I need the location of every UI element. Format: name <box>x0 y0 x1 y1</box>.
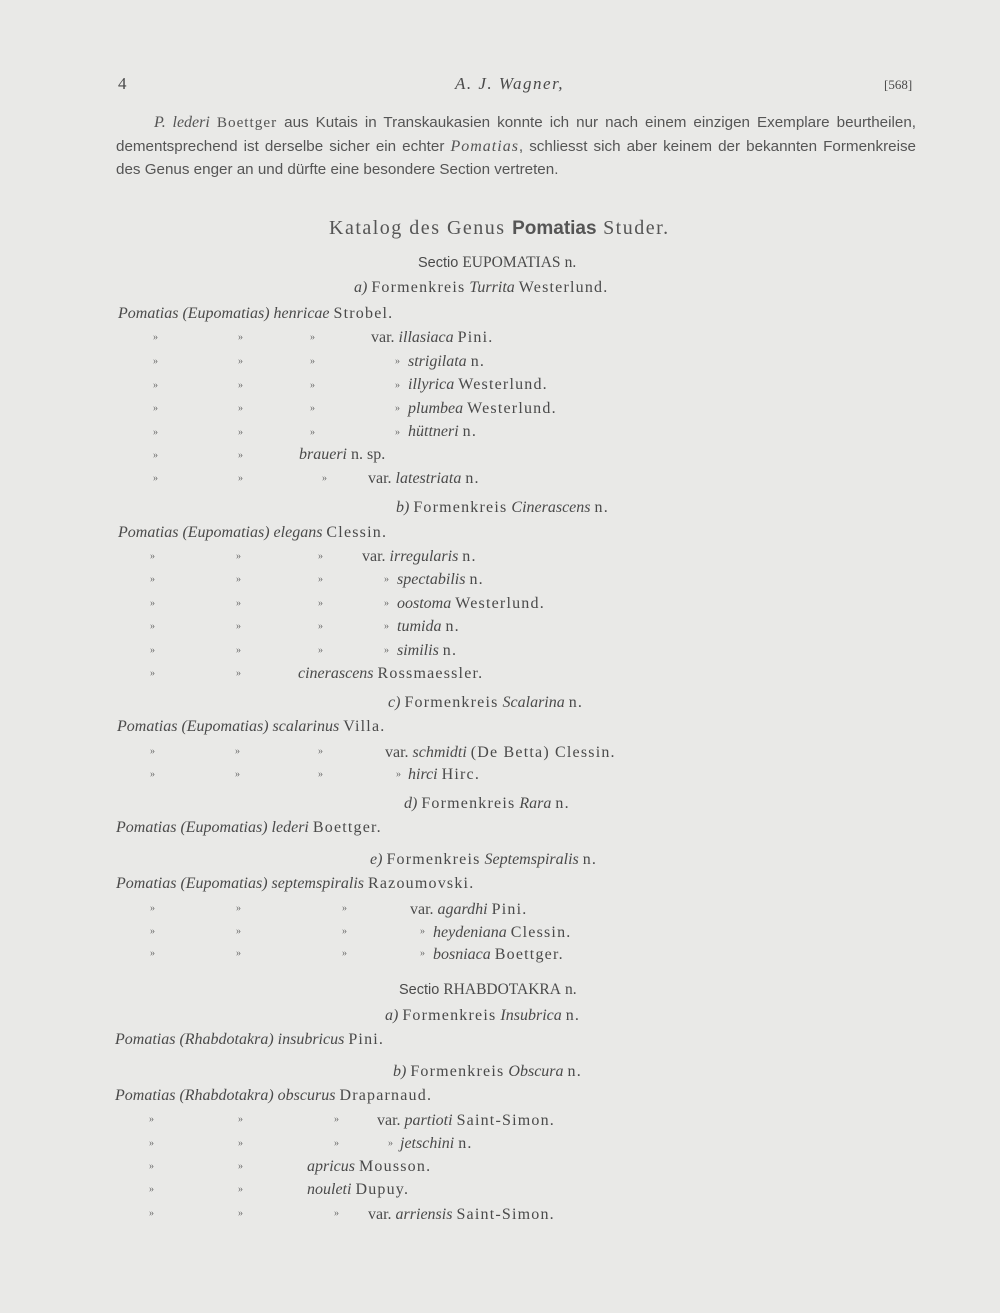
entry-plumbea: plumbea Westerlund. <box>408 400 557 417</box>
entry-apricus: apricus Mousson. <box>307 1158 432 1175</box>
formenkreis-cinerascens: b) Formenkreis Cinerascens n. <box>396 499 609 516</box>
running-title: A. J. Wagner, <box>455 74 565 93</box>
formenkreis-turrita: a) Formenkreis Turrita Westerlund. <box>354 279 609 296</box>
ditto-mark: » <box>150 926 155 937</box>
ditto-mark: » <box>236 621 241 632</box>
entry-elegans: Pomatias (Eupomatias) elegans Clessin. <box>118 524 388 541</box>
formenkreis-scalarina: c) Formenkreis Scalarina n. <box>388 694 584 711</box>
ditto-mark: » <box>310 356 315 367</box>
sectio-eupomatias: Sectio EUPOMATIAS n. <box>418 254 577 271</box>
ditto-mark: » <box>318 621 323 632</box>
ditto-mark: » <box>153 332 158 343</box>
ditto-mark: » <box>236 574 241 585</box>
catalog-title: Katalog des Genus Pomatias Studer. <box>329 217 670 239</box>
ditto-mark: » <box>420 926 425 937</box>
entry-schmidti: var. schmidti (De Betta) Clessin. <box>385 744 616 761</box>
ditto-mark: » <box>334 1208 339 1219</box>
ditto-mark: » <box>310 427 315 438</box>
ditto-mark: » <box>150 621 155 632</box>
entry-henricae: Pomatias (Eupomatias) henricae Strobel. <box>118 305 394 322</box>
ditto-mark: » <box>318 769 323 780</box>
ditto-mark: » <box>238 1208 243 1219</box>
ditto-mark: » <box>238 427 243 438</box>
intro-author: Boettger <box>216 114 278 131</box>
ditto-mark: » <box>153 450 158 461</box>
entry-irregularis: var. irregularis n. <box>362 548 477 565</box>
entry-illasiaca: var. illasiaca Pini. <box>371 329 494 346</box>
ditto-mark: » <box>342 948 347 959</box>
ditto-mark: » <box>236 903 241 914</box>
entry-tumida: tumida n. <box>397 618 460 635</box>
ditto-mark: » <box>310 380 315 391</box>
page-reference: [568] <box>884 77 913 92</box>
entry-latestriata: var. latestriata n. <box>368 470 480 487</box>
ditto-mark: » <box>238 332 243 343</box>
ditto-mark: » <box>238 450 243 461</box>
ditto-mark: » <box>149 1184 154 1195</box>
ditto-mark: » <box>150 668 155 679</box>
ditto-mark: » <box>334 1114 339 1125</box>
ditto-mark: » <box>395 356 400 367</box>
entry-hirci: hirci Hirc. <box>408 766 481 783</box>
entry-oostoma: oostoma Westerlund. <box>397 595 545 612</box>
ditto-mark: » <box>238 380 243 391</box>
entry-braueri: braueri n. sp. <box>299 446 386 463</box>
ditto-mark: » <box>236 551 241 562</box>
ditto-mark: » <box>150 645 155 656</box>
entry-spectabilis: spectabilis n. <box>397 571 484 588</box>
ditto-mark: » <box>420 948 425 959</box>
entry-arriensis: var. arriensis Saint-Simon. <box>368 1206 555 1223</box>
ditto-mark: » <box>236 948 241 959</box>
ditto-mark: » <box>384 645 389 656</box>
ditto-mark: » <box>238 403 243 414</box>
entry-agardhi: var. agardhi Pini. <box>410 901 528 918</box>
entry-heydeniana: heydeniana Clessin. <box>433 924 572 941</box>
intro-paragraph <box>116 111 916 182</box>
page-number: 4 <box>118 74 127 93</box>
formenkreis-septemspiralis: e) Formenkreis Septemspiralis n. <box>370 851 598 868</box>
entry-partioti: var. partioti Saint-Simon. <box>377 1112 555 1129</box>
ditto-mark: » <box>153 380 158 391</box>
ditto-mark: » <box>395 380 400 391</box>
entry-obscurus: Pomatias (Rhabdotakra) obscurus Draparnaud. <box>115 1087 433 1104</box>
ditto-mark: » <box>238 1184 243 1195</box>
ditto-mark: » <box>150 598 155 609</box>
ditto-mark: » <box>342 903 347 914</box>
ditto-mark: » <box>235 746 240 757</box>
ditto-mark: » <box>396 769 401 780</box>
ditto-mark: » <box>318 598 323 609</box>
ditto-mark: » <box>149 1114 154 1125</box>
ditto-mark: » <box>395 403 400 414</box>
intro-text-b: , schliesst sich aber keinem der bekannten Formenkreise des Genus enger an und dürfte eine besondere Section vertreten. <box>116 137 916 178</box>
ditto-mark: » <box>236 668 241 679</box>
entry-scalarinus: Pomatias (Eupomatias) scalarinus Villa. <box>117 718 386 735</box>
ditto-mark: » <box>318 551 323 562</box>
ditto-mark: » <box>384 621 389 632</box>
ditto-mark: » <box>150 903 155 914</box>
ditto-mark: » <box>388 1138 393 1149</box>
entry-jetschini: jetschini n. <box>400 1135 473 1152</box>
ditto-mark: » <box>235 769 240 780</box>
sectio-rhabdotakra: Sectio RHABDOTAKRA n. <box>399 981 577 998</box>
ditto-mark: » <box>149 1161 154 1172</box>
ditto-mark: » <box>384 574 389 585</box>
ditto-mark: » <box>236 645 241 656</box>
ditto-mark: » <box>150 746 155 757</box>
entry-lederi: Pomatias (Eupomatias) lederi Boettger. <box>116 819 382 836</box>
intro-genus: Pomatias <box>450 137 519 155</box>
entry-cinerascens: cinerascens Rossmaessler. <box>298 665 484 682</box>
entry-strigilata: strigilata n. <box>408 353 486 370</box>
ditto-mark: » <box>334 1138 339 1149</box>
ditto-mark: » <box>318 645 323 656</box>
ditto-mark: » <box>395 427 400 438</box>
ditto-mark: » <box>150 769 155 780</box>
ditto-mark: » <box>150 551 155 562</box>
ditto-mark: » <box>342 926 347 937</box>
ditto-mark: » <box>310 403 315 414</box>
ditto-mark: » <box>318 574 323 585</box>
ditto-mark: » <box>153 473 158 484</box>
ditto-mark: » <box>238 1114 243 1125</box>
intro-text-a: aus Kutais in Transkaukasien konnte ich nur nach einem einzigen Exemplare beurtheilen, dementsprechend ist derselbe sicher ein echter <box>116 114 916 155</box>
formenkreis-insubrica: a) Formenkreis Insubrica n. <box>385 1007 581 1024</box>
entry-illyrica: illyrica Westerlund. <box>408 376 548 393</box>
entry-nouleti: nouleti Dupuy. <box>307 1181 410 1198</box>
ditto-mark: » <box>322 473 327 484</box>
ditto-mark: » <box>310 332 315 343</box>
ditto-mark: » <box>150 948 155 959</box>
formenkreis-obscura: b) Formenkreis Obscura n. <box>393 1063 582 1080</box>
ditto-mark: » <box>238 1138 243 1149</box>
formenkreis-rara: d) Formenkreis Rara n. <box>404 795 570 812</box>
ditto-mark: » <box>384 598 389 609</box>
entry-insubricus: Pomatias (Rhabdotakra) insubricus Pini. <box>115 1031 385 1048</box>
entry-septemspiralis: Pomatias (Eupomatias) septemspiralis Razoumovski. <box>116 875 475 892</box>
ditto-mark: » <box>238 356 243 367</box>
ditto-mark: » <box>153 356 158 367</box>
ditto-mark: » <box>236 598 241 609</box>
entry-huttneri: hüttneri n. <box>408 423 478 440</box>
intro-species: P. lederi <box>154 114 210 131</box>
ditto-mark: » <box>318 746 323 757</box>
entry-bosniaca: bosniaca Boettger. <box>433 946 564 963</box>
ditto-mark: » <box>153 427 158 438</box>
ditto-mark: » <box>149 1138 154 1149</box>
ditto-mark: » <box>150 574 155 585</box>
ditto-mark: » <box>238 473 243 484</box>
ditto-mark: » <box>153 403 158 414</box>
ditto-mark: » <box>238 1161 243 1172</box>
entry-similis: similis n. <box>397 642 458 659</box>
ditto-mark: » <box>149 1208 154 1219</box>
ditto-mark: » <box>236 926 241 937</box>
